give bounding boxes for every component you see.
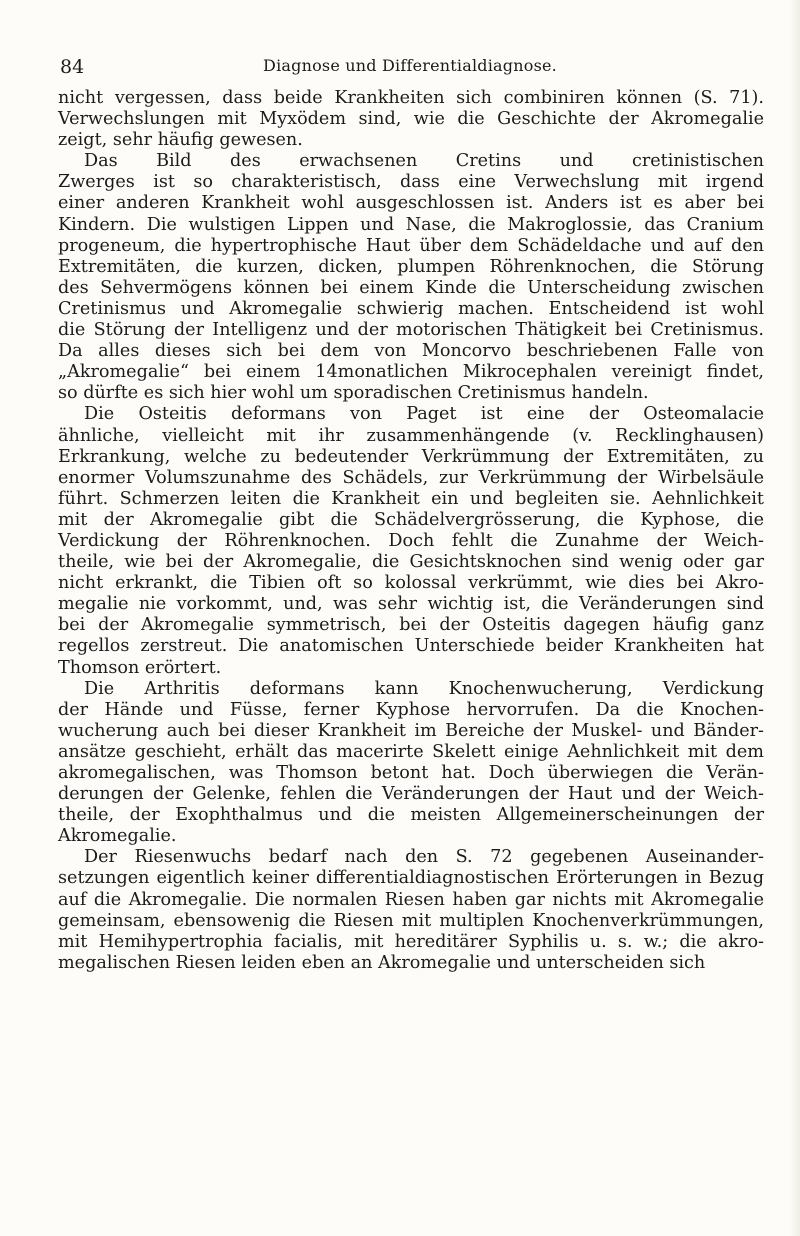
text-line: die Störung der Intelligenz und der motorischen Thätigkeit bei Cretinismus. (58, 320, 764, 341)
text-line: megalischen Riesen leiden eben an Akromegalie und unterscheiden sich (58, 952, 706, 973)
text-line: Das Bild des erwachsenen Cretins und cretinistischen (84, 151, 764, 172)
text-line: mit Hemihypertrophia facialis, mit hereditärer Syphilis u. s. w.; die akro- (58, 931, 764, 952)
body-text (58, 88, 764, 974)
text-line: theile, wie bei der Akromegalie, die Gesichtsknochen sind wenig oder gar (58, 552, 764, 573)
text-line: wucherung auch bei dieser Krankheit im Bereiche der Muskel- und Bänder- (58, 720, 764, 741)
text-line: gemeinsam, ebensowenig die Riesen mit multiplen Knochenverkrümmungen, (58, 910, 764, 931)
page-header (60, 56, 760, 84)
text-line: setzungen eigentlich keiner differentialdiagnostischen Erörterungen in Bezug (58, 868, 764, 889)
text-line: regellos zerstreut. Die anatomischen Unterschiede beider Krankheiten hat (58, 636, 764, 657)
text-line: Kindern. Die wulstigen Lippen und Nase, die Makroglossie, das Cranium (58, 214, 764, 235)
text-line: des Sehvermögens können bei einem Kinde die Unterscheidung zwischen (58, 277, 764, 298)
text-line: zeigt, sehr häufig gewesen. (58, 130, 303, 151)
text-line: progeneum, die hypertrophische Haut über dem Schädeldache und auf den (58, 235, 764, 256)
text-line: Zwerges ist so charakteristisch, dass eine Verwechslung mit irgend (58, 172, 764, 193)
text-line: einer anderen Krankheit wohl ausgeschlossen ist. Anders ist es aber bei (58, 193, 764, 214)
text-line: führt. Schmerzen leiten die Krankheit ein und begleiten sie. Aehnlichkeit (58, 488, 764, 509)
text-line: nicht vergessen, dass beide Krankheiten sich combiniren können (S. 71). (58, 88, 764, 108)
text-line: Die Arthritis deformans kann Knochenwucherung, Verdickung (84, 678, 764, 699)
text-line: Extremitäten, die kurzen, dicken, plumpen Röhrenknochen, die Störung (58, 256, 764, 277)
text-line: Die Osteitis deformans von Paget ist eine der Osteomalacie (84, 404, 764, 425)
running-head: Diagnose und Differentialdiagnose. (263, 56, 557, 75)
text-line: Verdickung der Röhrenknochen. Doch fehlt die Zunahme der Weich- (58, 530, 764, 551)
text-line: so dürfte es sich hier wohl um sporadischen Cretinismus handeln. (58, 383, 649, 404)
text-line: ansätze geschieht, erhält das macerirte Skelett einige Aehnlichkeit mit dem (58, 741, 764, 762)
text-line: akromegalischen, was Thomson betont hat. Doch überwiegen die Verän- (58, 763, 764, 783)
text-line: Akromegalie. (58, 826, 177, 847)
text-line: ähnliche, vielleicht mit ihr zusammenhängende (v. Recklinghausen) (58, 425, 764, 446)
text-line: Cretinismus und Akromegalie schwierig machen. Entscheidend ist wohl (58, 298, 764, 319)
text-line: nicht erkrankt, die Tibien oft so kolossal verkrümmt, wie dies bei Akro- (58, 573, 764, 594)
text-line: Da alles dieses sich bei dem von Moncorvo beschriebenen Falle von (58, 341, 764, 362)
text-line: Verwechslungen mit Myxödem sind, wie die Geschichte der Akromegalie (58, 109, 764, 130)
text-line: enormer Volumszunahme des Schädels, zur Verkrümmung der Wirbelsäule (58, 467, 764, 488)
text-line: auf die Akromegalie. Die normalen Riesen haben gar nichts mit Akromegalie (58, 889, 764, 910)
page-edge (790, 0, 800, 1236)
text-line: Der Riesenwuchs bedarf nach den S. 72 gegebenen Auseinander- (84, 847, 764, 868)
text-line: bei der Akromegalie symmetrisch, bei der Osteitis dagegen häufig ganz (58, 615, 764, 636)
text-line: theile, der Exophthalmus und die meisten Allgemeinerscheinungen der (58, 805, 764, 826)
text-line: Thomson erörtert. (58, 657, 222, 678)
text-line: mit der Akromegalie gibt die Schädelvergrösserung, die Kyphose, die (58, 509, 764, 530)
text-line: der Hände und Füsse, ferner Kyphose hervorrufen. Da die Knochen- (58, 699, 764, 720)
text-line: Erkrankung, welche zu bedeutender Verkrümmung der Extremitäten, zu (58, 446, 764, 467)
text-line: derungen der Gelenke, fehlen die Veränderungen der Haut und der Weich- (58, 784, 764, 805)
page-number: 84 (60, 56, 85, 78)
text-line: „Akromegalie“ bei einem 14monatlichen Mikrocephalen vereinigt findet, (58, 362, 764, 383)
text-line: megalie nie vorkommt, und, was sehr wichtig ist, die Veränderungen sind (58, 594, 764, 615)
